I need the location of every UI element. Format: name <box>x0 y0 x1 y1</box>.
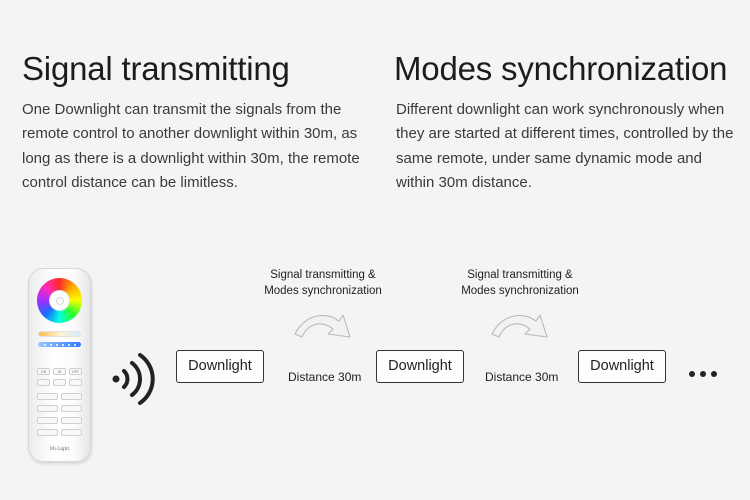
remote-key-row <box>37 379 82 386</box>
distance-label-1: Distance 30m <box>288 370 362 384</box>
remote-zone-row <box>37 417 82 424</box>
signal-waves-icon <box>110 352 156 406</box>
downlight-node-3: Downlight <box>578 350 666 383</box>
remote-zone-row <box>37 429 82 436</box>
remote-control <box>28 268 91 462</box>
distance-label-2: Distance 30m <box>485 370 559 384</box>
color-wheel <box>37 278 82 323</box>
downlight-node-1: Downlight <box>176 350 264 383</box>
modes-synchronization-title: Modes synchronization <box>394 50 728 87</box>
curved-arrow-icon <box>292 304 356 344</box>
remote-zone-row <box>37 405 82 412</box>
remote-brand-logo: Mi·Light <box>49 447 70 452</box>
modes-synchronization-description: Different downlight can work synchronously when they are started at different times, controlled by the same remote, under same dynamic mode and within 30m distance. <box>396 101 734 191</box>
signal-caption-2: Signal transmitting & Modes synchronization <box>461 269 579 297</box>
remote-zone-row <box>37 393 82 400</box>
signal-caption-1: Signal transmitting & Modes synchronization <box>264 269 382 297</box>
white-key: W <box>53 368 66 375</box>
signal-transmitting-description: One Downlight can transmit the signals from the remote control to another downlight within 30m, as long as there is a downlight within 30m, the remote control distance can be limitless. <box>22 101 360 191</box>
signal-transmitting-title: Signal transmitting <box>22 50 290 87</box>
downlight-node-2: Downlight <box>376 350 464 383</box>
ellipsis-icon <box>689 371 717 377</box>
curved-arrow-icon <box>489 304 553 344</box>
on-key: ON <box>37 368 50 375</box>
remote-key-row <box>37 368 82 375</box>
brightness-slider <box>38 342 81 347</box>
off-key: OFF <box>69 368 82 375</box>
color-temperature-slider <box>38 331 81 337</box>
